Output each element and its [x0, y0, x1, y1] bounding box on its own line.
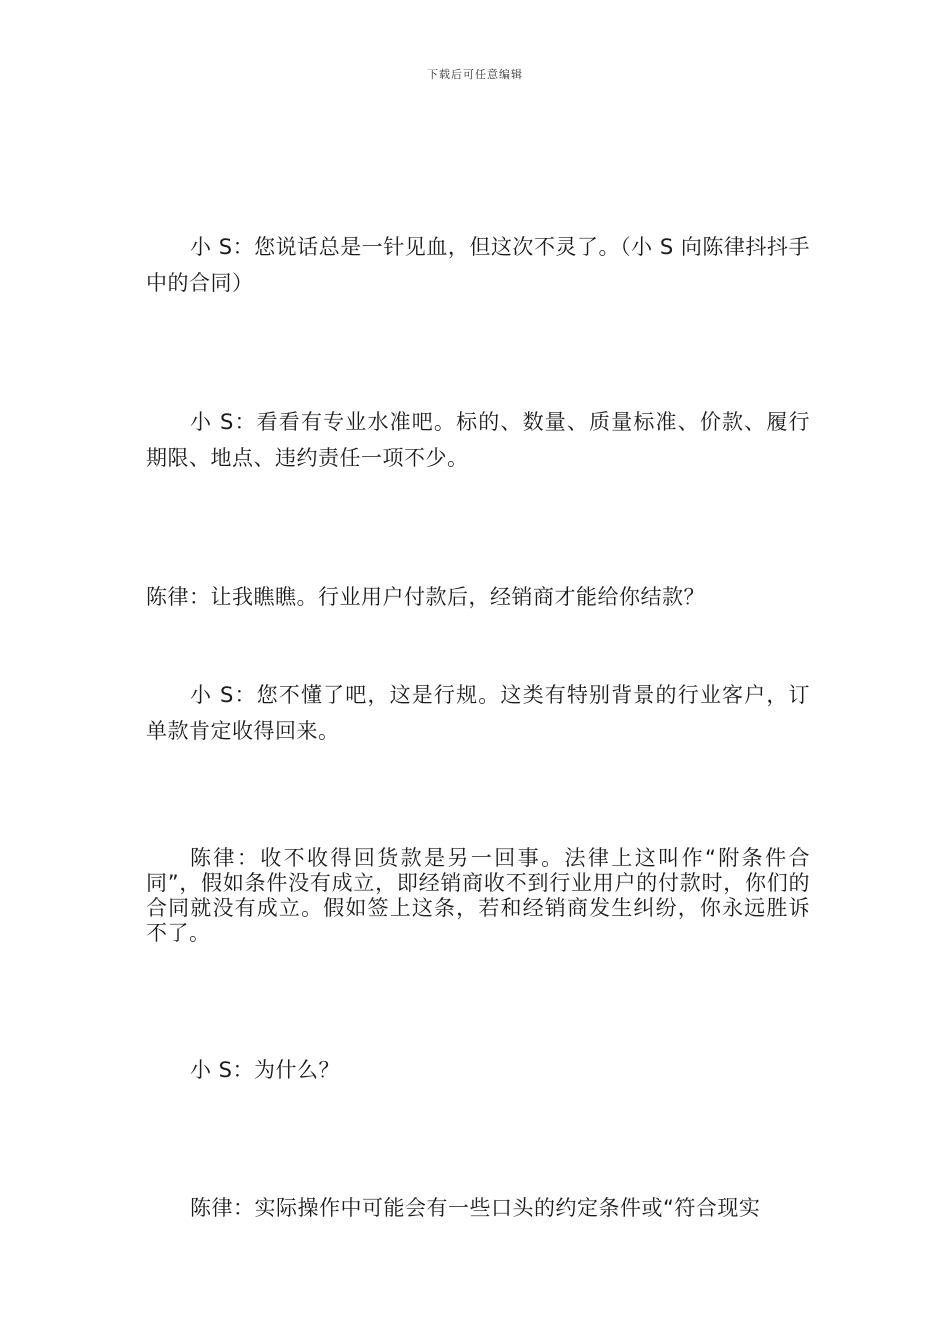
- dialogue-paragraph: 陈律：实际操作中可能会有一些口头的约定条件或“符合现实: [190, 1196, 761, 1220]
- dialogue-paragraph: 小 S：您说话总是一针见血，但这次不灵了。（小 S 向陈律抖抖手中的合同）: [146, 235, 810, 295]
- dialogue-paragraph: 小 S：看看有专业水准吧。标的、数量、质量标准、价款、履行期限、地点、违约责任一项不少。: [146, 410, 810, 470]
- dialogue-paragraph: 陈律：收不收得回货款是另一回事。法律上这叫作“附条件合同”，假如条件没有成立，即经销商收不到行业用户的付款时，你们的合同就没有成立。假如签上这条，若和经销商发生纠纷，你永远胜诉不了。: [146, 846, 810, 945]
- dialogue-paragraph: 小 S：为什么？: [190, 1058, 341, 1082]
- page-header-note: 下载后可任意编辑: [427, 68, 523, 81]
- dialogue-paragraph: 陈律：让我瞧瞧。行业用户付款后，经销商才能给你结款？: [146, 585, 705, 609]
- dialogue-paragraph: 小 S：您不懂了吧，这是行规。这类有特别背景的行业客户，订单款肯定收得回来。: [146, 683, 810, 743]
